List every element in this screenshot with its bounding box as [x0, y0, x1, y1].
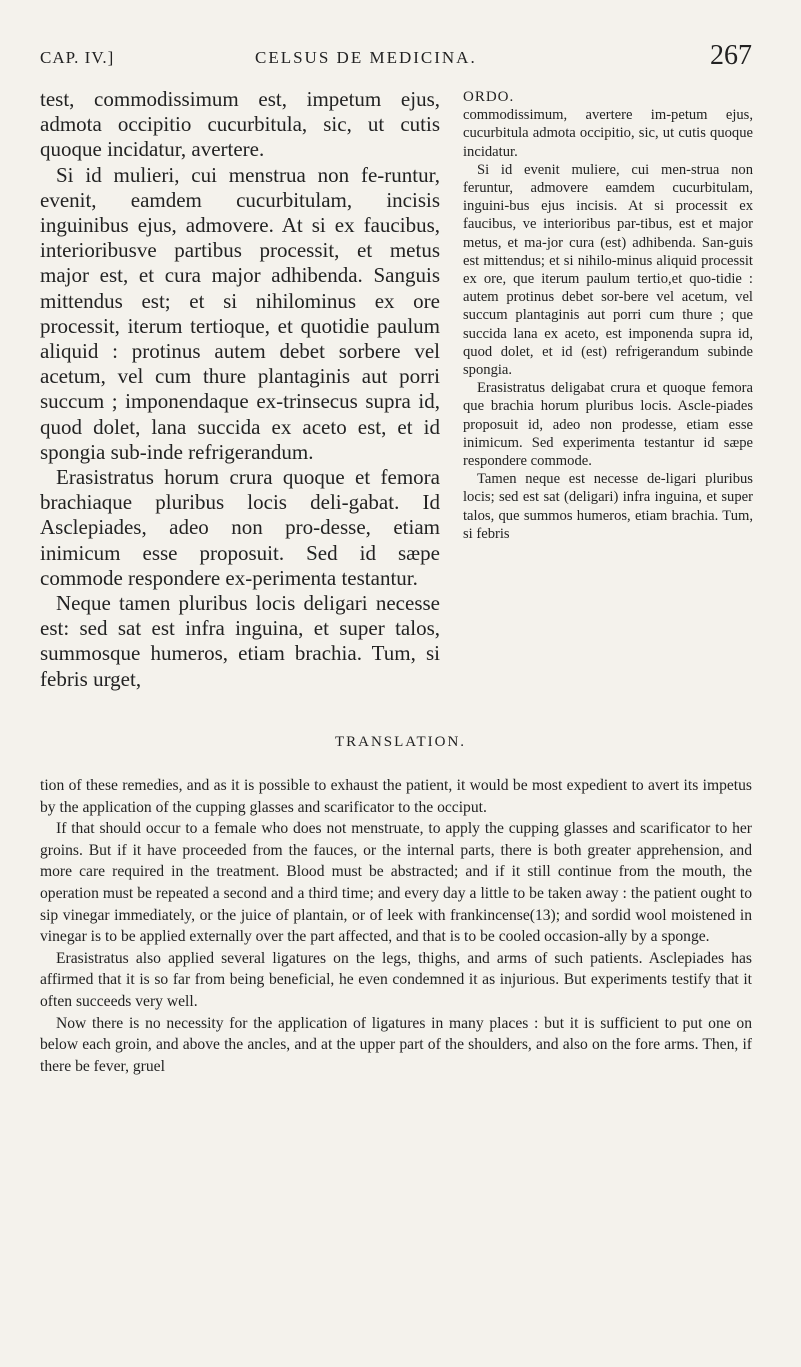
translation-heading: TRANSLATION.	[334, 734, 467, 750]
latin-text-column	[40, 87, 440, 692]
latin-paragraph: Neque tamen pluribus locis deligari necesse est: sed sat est infra inguina, et super talos, summosque humeros, etiam brachia. Tum, si febris urget,	[40, 591, 440, 691]
running-header	[40, 40, 752, 76]
running-title: CELSUS DE MEDICINA.	[255, 48, 477, 67]
ordo-paragraph: Si id evenit muliere, cui men-strua non feruntur, admovere eamdem cucurbitulam, inguini-bus ejus incisis. At si processit ex faucibus, ve interioribus par-tibus, est et major metus, et ma-jor cura (est) adhibenda. San-guis est mittendus; et si nihilo-minus aliquid processit ex ore, que iterum paulum tertio,et quo-tidie : autem protinus debet sor-bere vel acetum, vel succum plantaginis aut porri cum thure ; que succida lana ex aceto, est imponenda supra id, quod dolet, et id (est) refrigerandum subinde spongia.	[463, 161, 753, 379]
chapter-marker: CAP. IV.]	[40, 48, 115, 67]
ordo-paragraph: Tamen neque est necesse de-ligari pluribus locis; sed est sat (deligari) infra inguina, et super talos, que summos humeros, etiam brachia. Tum, si febris	[463, 471, 753, 542]
ordo-paragraph: Erasistratus deligabat crura et quoque femora que brachia horum pluribus locis. Ascle-piades proposuit id, adeo non prodesse, etiam esse inimicum. Sed experimenta testantur id sæpe respondere commode.	[463, 380, 753, 470]
translation-paragraph: Now there is no necessity for the application of ligatures in many places : but it is sufficient to put one on below each groin, and above the ancles, and at the upper part of the shoulders, and also on the fore arms. Then, if there be fever, gruel	[40, 1014, 752, 1075]
translation-paragraph: If that should occur to a female who does not menstruate, to apply the cupping glasses and scarificator to her groins. But if it have proceeded from the fauces, or the internal parts, there is both greater apprehension, and more care required in the treatment. Blood must be abstracted; and if it still continue from the mouth, the operation must be repeated a second and a third time; and every day a little to be taken away : the patient ought to sip vinegar immediately, or the juice of plantain, or of leek with frankincense(13); and sordid wool moistened in vinegar is to be applied externally over the part affected, and that is to be cooled occasion-ally by a sponge.	[40, 820, 752, 946]
translation-section	[40, 775, 752, 1077]
page-number: 267	[710, 40, 752, 71]
latin-paragraph: test, commodissimum est, impetum ejus, admota occipitio cucurbitula, sic, ut cutis quoque incidatur, avertere.	[40, 87, 440, 162]
ordo-column	[463, 88, 753, 543]
latin-paragraph: Si id mulieri, cui menstrua non fe-runtur, evenit, eamdem cucurbitulam, incisis inguinibus ejus, admovere. At si ex faucibus, interioribusve partibus processit, et metus major est, et cura major adhibenda. Sanguis mittendus est; et si nihilominus ex ore processit, iterum tertioque, et quotidie paulum aliquid : protinus autem debet sorbere vel acetum, vel cum thure plantaginis aut porri succum ; imponendaque ex-trinsecus supra id, quod dolet, lana succida ex aceto est, et id spongia sub-inde refrigerandum.	[40, 162, 440, 464]
ordo-title: ORDO.	[463, 89, 515, 105]
latin-paragraph: Erasistratus horum crura quoque et femora brachiaque pluribus locis deli-gabat. Id Asclepiades, adeo non pro-desse, etiam inimicum esse proposuit. Sed id sæpe commode respondere ex-perimenta testantur.	[40, 465, 440, 590]
translation-paragraph: tion of these remedies, and as it is possible to exhaust the patient, it would be most expedient to avert its impetus by the application of the cupping glasses and scarificator to the occiput.	[40, 777, 752, 816]
ordo-paragraph: commodissimum, avertere im-petum ejus, cucurbitula admota occipitio, sic, ut cutis quoque incidatur.	[463, 107, 753, 160]
translation-paragraph: Erasistratus also applied several ligatures on the legs, thighs, and arms of such patients. Asclepiades has affirmed that it is so far from being beneficial, he even condemned it as injurious. But experiments testify that it often succeeds very well.	[40, 949, 752, 1010]
